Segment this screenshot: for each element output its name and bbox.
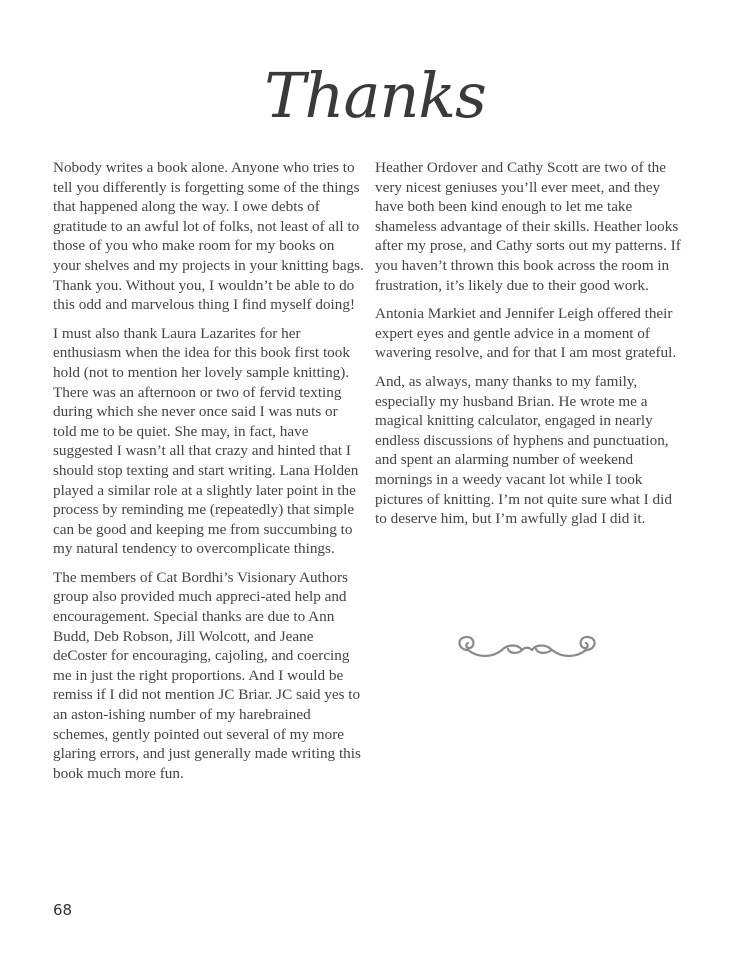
paragraph: And, as always, many thanks to my family, especially my husband Brian. He wrote me a magical knitting calculator, engaged in nearly endless discussions of hyphens and punctuation, and spent an alarming number of weekend mornings in a weedy vacant lot while I took pictures of knitting. I’m not quite sure what I did to deserve him, but I’m awfully glad I did it. <box>375 372 672 528</box>
page-number: 68 <box>53 901 73 919</box>
flourish-ornament-icon <box>452 628 602 668</box>
paragraph: Nobody writes a book alone. Anyone who tries to tell you differently is forgetting some of the things that happened along the way. I owe debts of gratitude to an awful lot of folks, not least of all to those of you who make room for my books on your shelves and my projects in your knitting bags. Thank you. Without you, I wouldn’t be able to do this odd and marvelous thing I find myself doing! <box>53 159 364 314</box>
left-text-column <box>53 158 364 792</box>
paragraph: Heather Ordover and Cathy Scott are two of the very nicest geniuses you’ll ever meet, and they have both been kind enough to let me take shameless advantage of their skills. Heather looks after my prose, and Cathy sorts out my patterns. If you haven’t thrown this book across the room in frustration, it’s likely due to their good work. <box>375 159 681 294</box>
paragraph: I must also thank Laura Lazarites for her enthusiasm when the idea for this book first took hold (not to mention her lovely sample knitting). There was an afternoon or two of fervid texting during which she never once said I was nuts or told me to be quiet. She may, in fact, have suggested I wasn’t all that crazy and hinted that I should stop texting and start writing. Lana Holden played a similar role at a slightly later point in the process by reminding me (repeatedly) that simple can be good and keeping me from succumbing to my natural tendency to overcomplicate things. <box>53 324 359 558</box>
right-text-column <box>375 158 687 538</box>
paragraph: Antonia Markiet and Jennifer Leigh offered their expert eyes and gentle advice in a moment of wavering resolve, and for that I am most grateful. <box>375 305 677 362</box>
paragraph: The members of Cat Bordhi’s Visionary Authors group also provided much appreci-ated help and encouragement. Special thanks are due to Ann Budd, Deb Robson, Jill Wolcott, and Jeane deCoster for encouraging, cajoling, and coercing me in just the right proportions. And I would be remiss if I did not mention JC Briar. JC said yes to an aston-ishing number of my harebrained schemes, gently pointed out several of my more glaring errors, and just generally made writing this book much more fun. <box>53 568 361 782</box>
page-title: Thanks <box>264 59 486 132</box>
